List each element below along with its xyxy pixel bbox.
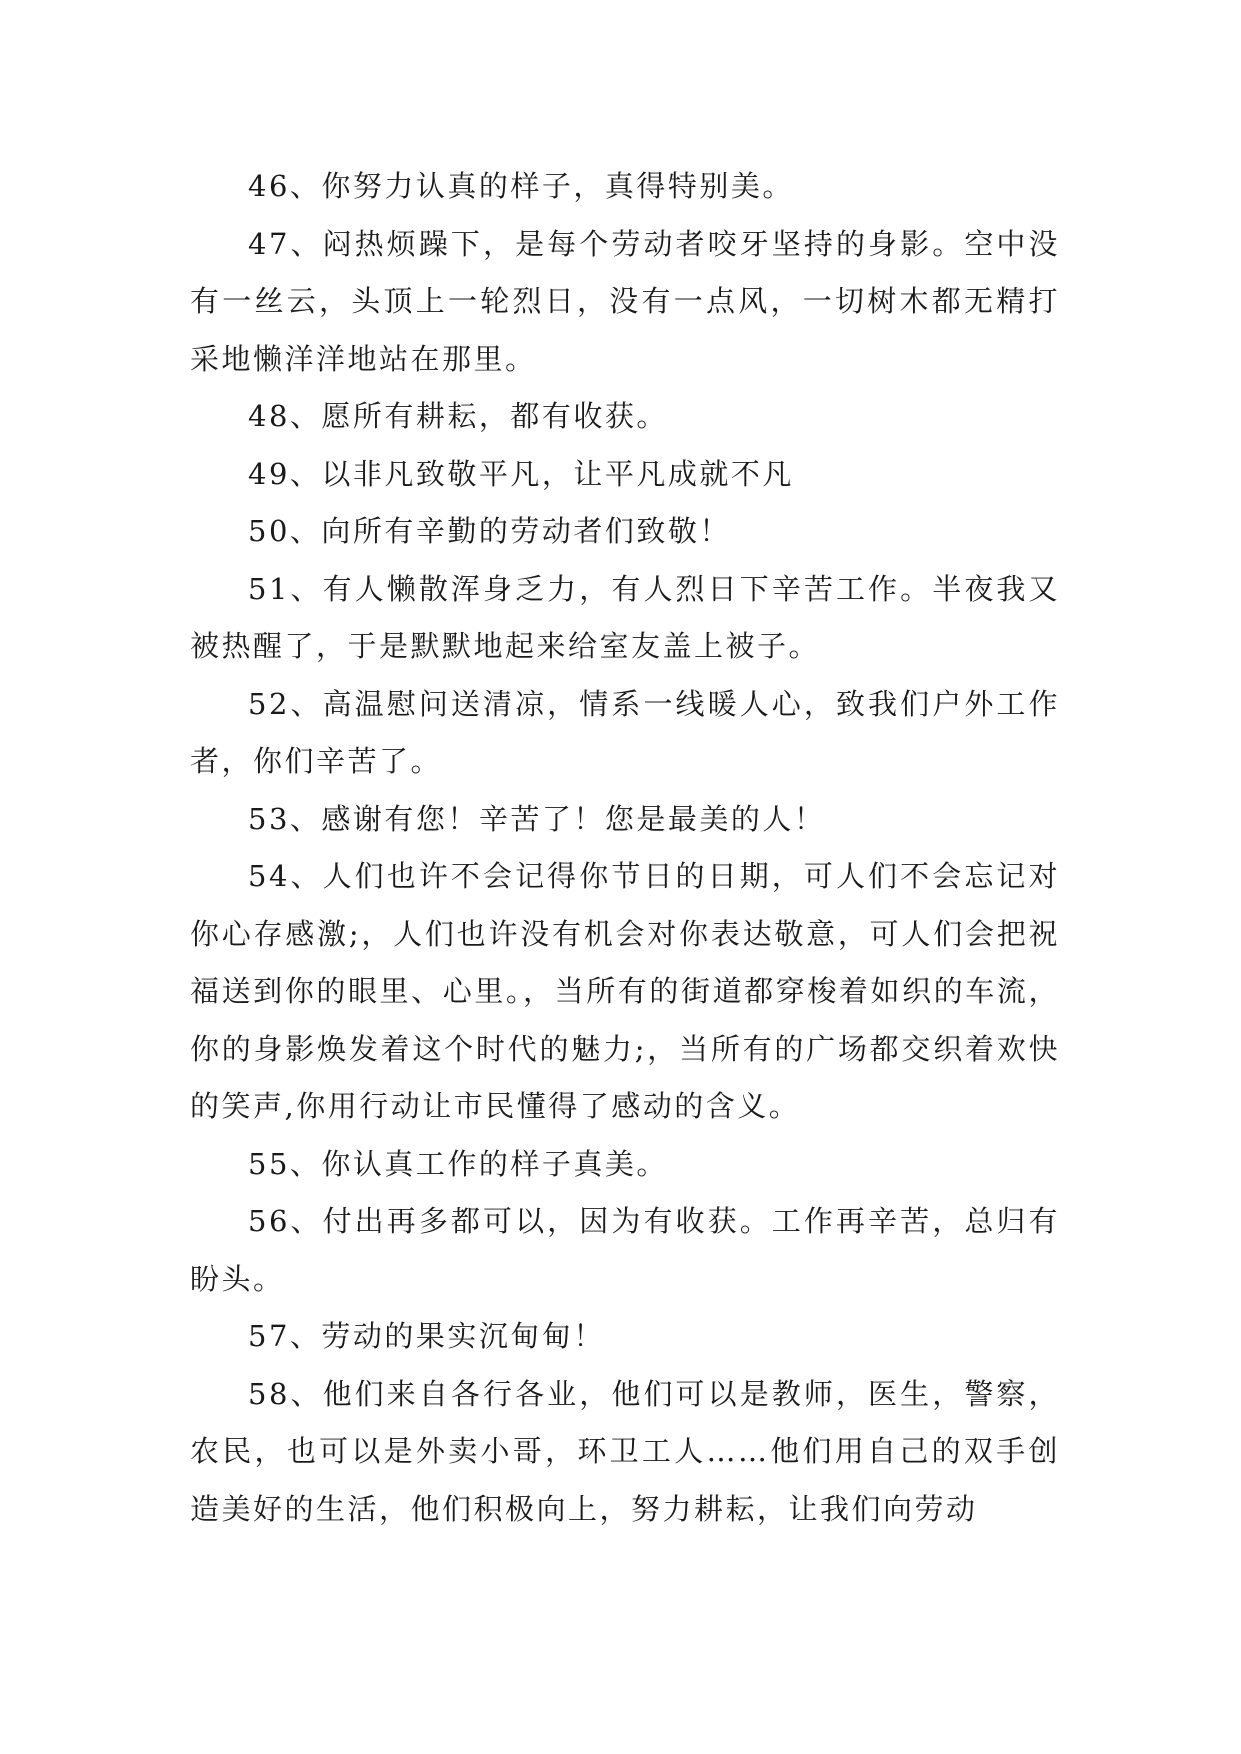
paragraph-47: 47、闷热烦躁下，是每个劳动者咬牙坚持的身影。空中没有一丝云，头顶上一轮烈日，没有一点风，一切树木都无精打采地懒洋洋地站在那里。 [190,226,1060,376]
paragraph-49: 49、以非凡致敬平凡，让平凡成就不凡 [248,456,794,491]
paragraph-52: 52、高温慰问送清凉，情系一线暖人心，致我们户外工作者，你们辛苦了。 [190,686,1060,778]
paragraph-48: 48、愿所有耕耘，都有收获。 [248,399,668,433]
paragraph-57: 57、劳动的果实沉甸甸！ [248,1319,605,1353]
paragraph-58: 58、他们来自各行各业，他们可以是教师，医生，警察，农民，也可以是外卖小哥，环卫工人……他们用自己的双手创造美好的生活，他们积极向上，努力耕耘，让我们向劳动 [190,1376,1060,1526]
paragraph-50: 50、向所有辛勤的劳动者们致敬！ [248,514,731,548]
paragraph-51: 51、有人懒散浑身乏力，有人烈日下辛苦工作。半夜我又被热醒了，于是默默地起来给室友盖上被子。 [190,571,1060,663]
paragraph-56: 56、付出再多都可以，因为有收获。工作再辛苦，总归有盼头。 [190,1204,1060,1296]
paragraph-46: 46、你努力认真的样子，真得特别美。 [248,169,794,203]
paragraph-53: 53、感谢有您！辛苦了！您是最美的人！ [248,801,826,836]
paragraph-55: 55、你认真工作的样子真美。 [248,1146,668,1181]
document-body [190,158,1060,1538]
paragraph-54: 54、人们也许不会记得你节日的日期，可人们不会忘记对你心存感激;，人们也许没有机会对你表达敬意，可人们会把祝福送到你的眼里、心里。，当所有的街道都穿梭着如织的车流，你的身影焕发着这个时代的魅力;，当所有的广场都交织着欢快的笑声,你用行动让市民懂得了感动的含义。 [190,859,1060,1123]
